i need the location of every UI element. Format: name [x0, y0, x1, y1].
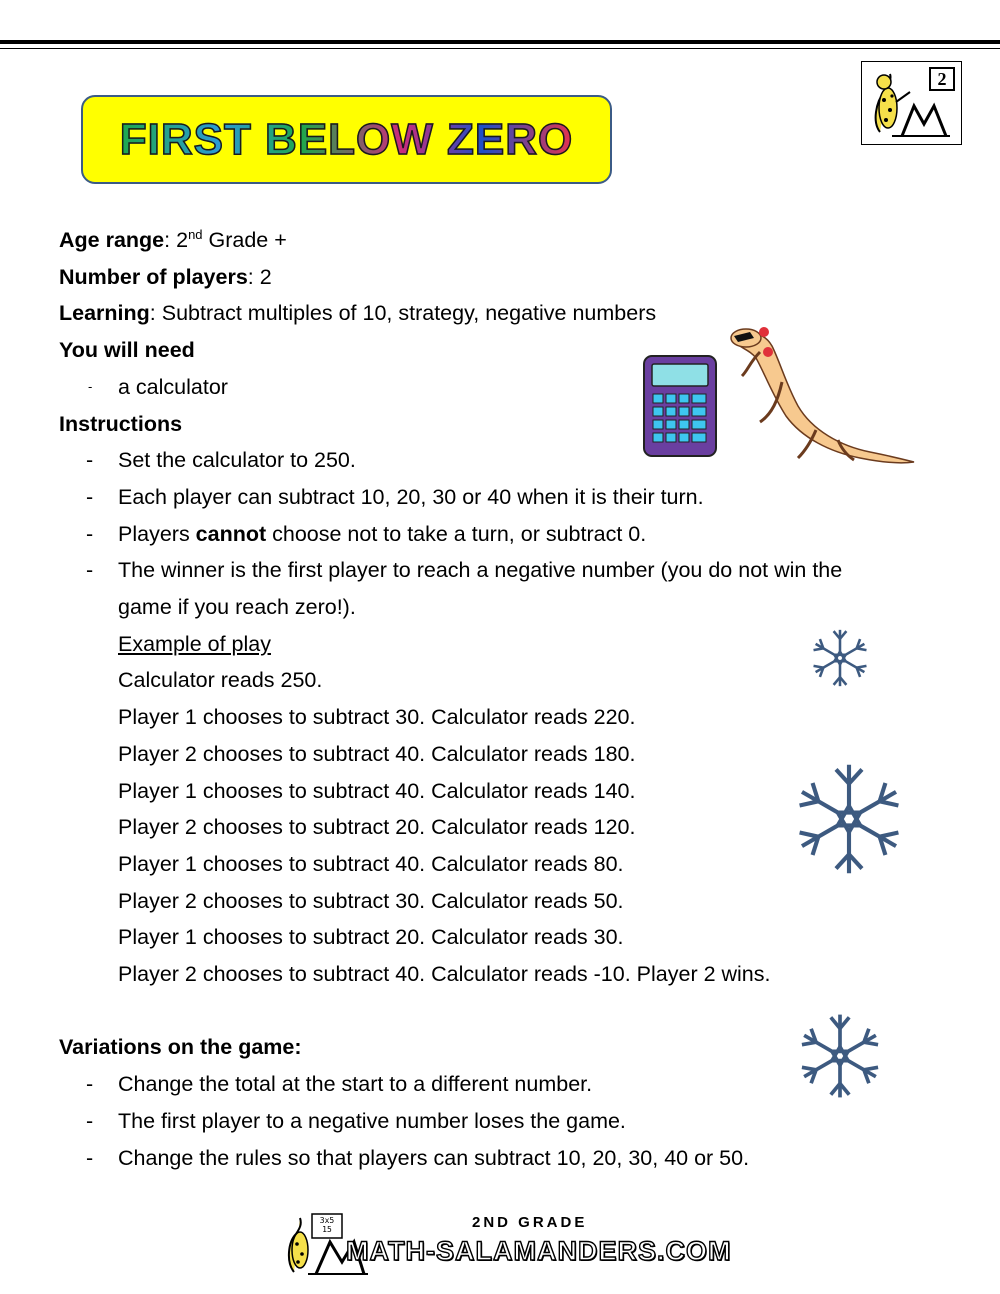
- example-line: Player 2 chooses to subtract 20. Calculator reads 120.: [118, 815, 636, 840]
- spacer: [59, 993, 959, 1030]
- instruction-item-continued: game if you reach zero!).: [118, 595, 356, 620]
- example-line: Player 1 chooses to subtract 30. Calculator reads 220.: [118, 705, 636, 730]
- variations-heading: Variations on the game:: [59, 1035, 302, 1060]
- worksheet-content: [59, 222, 959, 1176]
- you-will-need-heading: You will need: [59, 338, 195, 363]
- grade-logo: [861, 61, 962, 145]
- example-line: Player 2 chooses to subtract 40. Calculator reads 180.: [118, 741, 636, 766]
- age-range: Age range: 2nd Grade +: [59, 226, 287, 252]
- grade-number: 2: [929, 67, 955, 91]
- variation-item: - Change the rules so that players can subtract 10, 20, 30, 40 or 50.: [86, 1145, 750, 1170]
- top-rule-thin: [0, 48, 1000, 49]
- instruction-item: - The winner is the first player to reach a negative number (you do not win the: [86, 558, 843, 583]
- example-heading: Example of play: [118, 631, 271, 656]
- top-rule: [0, 40, 1000, 44]
- page-title: FIRST BELOW ZERO: [119, 114, 574, 164]
- footer-board-text: 3x5 15: [319, 1216, 335, 1234]
- variation-item: - The first player to a negative number loses the game.: [86, 1108, 626, 1133]
- example-line: Calculator reads 250.: [118, 668, 323, 693]
- instruction-item: - Each player can subtract 10, 20, 30 or 40 when it is their turn.: [86, 484, 704, 509]
- instruction-item: - Players cannot choose not to take a turn, or subtract 0.: [86, 521, 647, 546]
- instructions-heading: Instructions: [59, 411, 183, 436]
- variation-item: - Change the total at the start to a different number.: [86, 1072, 593, 1097]
- example-line: Player 2 chooses to subtract 40. Calculator reads -10. Player 2 wins.: [118, 962, 771, 987]
- title-banner: [81, 95, 612, 184]
- example-line: Player 1 chooses to subtract 40. Calculator reads 80.: [118, 851, 624, 876]
- footer-grade: 2ND GRADE: [472, 1214, 588, 1231]
- footer-site-name: MATH-SALAMANDERS.COM: [346, 1236, 732, 1266]
- number-of-players: Number of players: 2: [59, 264, 272, 289]
- example-line: Player 2 chooses to subtract 30. Calculator reads 50.: [118, 888, 624, 913]
- need-item: - a calculator: [88, 374, 228, 399]
- learning: Learning: Subtract multiples of 10, strategy, negative numbers: [59, 301, 657, 326]
- example-line: Player 1 chooses to subtract 40. Calculator reads 140.: [118, 778, 636, 803]
- example-line: Player 1 chooses to subtract 20. Calculator reads 30.: [118, 925, 624, 950]
- instruction-item: - Set the calculator to 250.: [86, 448, 356, 473]
